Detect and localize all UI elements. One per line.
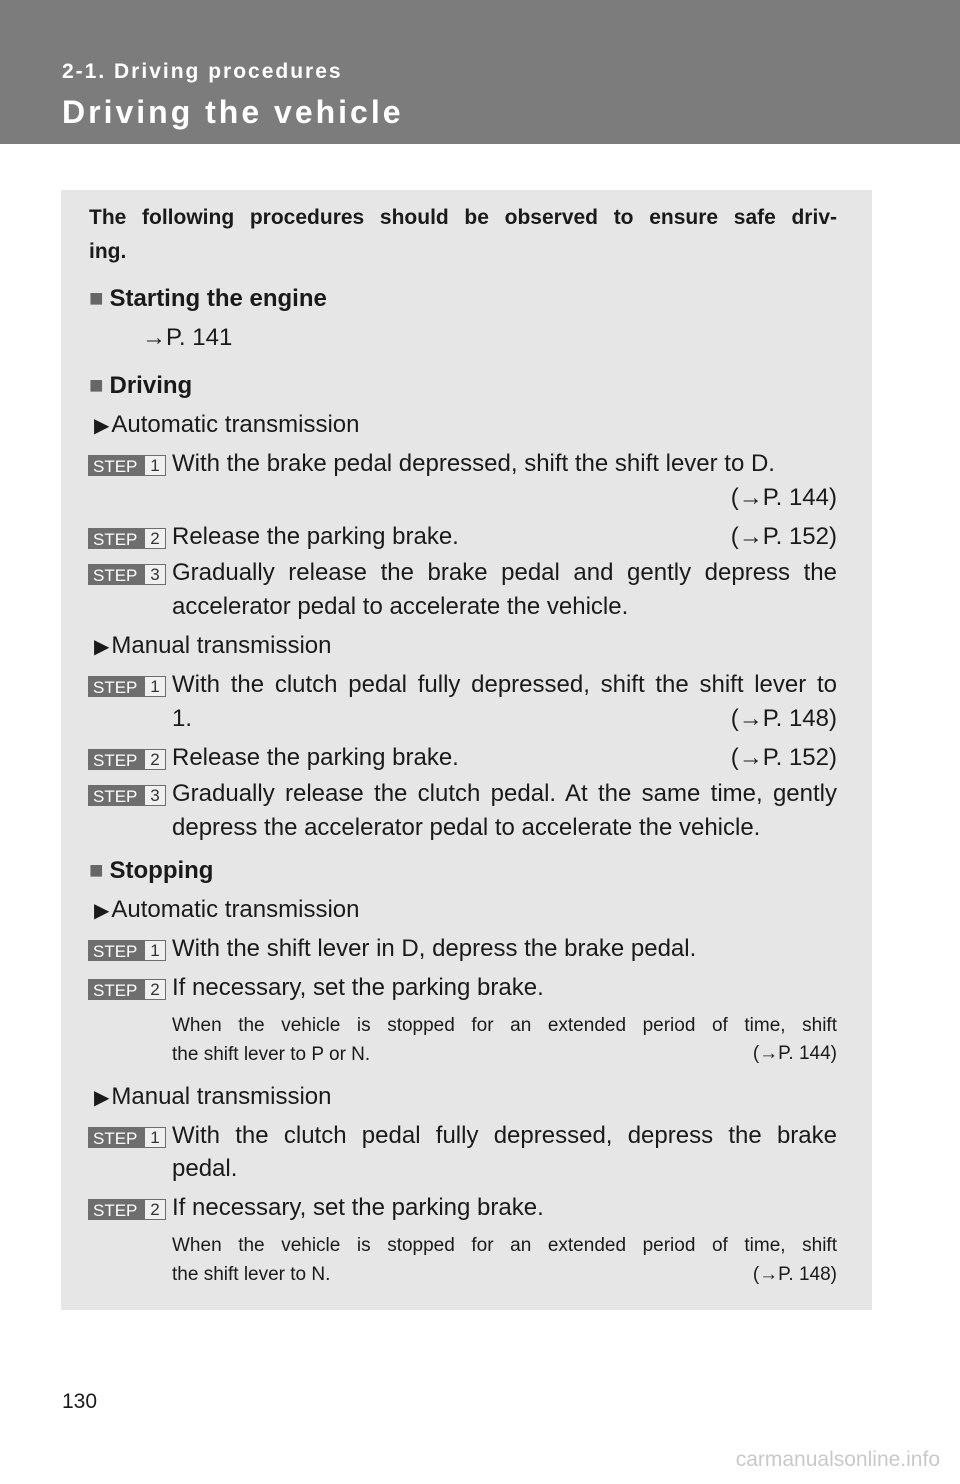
stopping-manual-note-ref: (→P. 148) [752,1264,837,1285]
stopping-manual-note-line-2: the shift lever to N. [172,1264,331,1285]
driving-manual-step-3-text-2: depress the accelerator pedal to accelerate the vehicle. [172,814,761,841]
driving-auto-step-1-ref: (→P. 144) [730,484,837,511]
chapter-header [0,0,960,144]
stopping-auto-step-1-text: With the shift lever in D, depress the brake pedal. [172,935,697,962]
driving-manual-step-2-text: Release the parking brake. [172,744,459,771]
stopping-auto-note-line-2: the shift lever to P or N. [172,1044,371,1065]
driving-auto-step-2-text: Release the parking brake. [172,523,459,550]
driving-manual-step-1-text-2: 1. [172,705,193,732]
intro-line-2: ing. [89,240,127,263]
driving-auto-step-1-text: With the brake pedal depressed, shift the shift lever to D. [172,450,775,477]
stopping-manual-label: ▶Manual transmission [94,1083,332,1110]
stopping-manual-note-line-1: When the vehicle is stopped for an extended period of time, shift [172,1235,837,1256]
section-label: 2-1. Driving procedures [62,60,343,83]
watermark: carmanualsonline.info [735,1448,940,1471]
page-number: 130 [62,1390,98,1413]
starting-ref: →P. 141 [142,324,233,351]
step-badge: STEP 1 [88,676,166,697]
square-bullet-icon: ■ [89,857,104,884]
square-bullet-icon: ■ [89,285,104,312]
stopping-auto-note-ref: (→P. 144) [752,1043,837,1064]
triangle-bullet-icon: ▶ [94,415,110,437]
step-badge: STEP 1 [88,940,166,961]
stopping-auto-step-2-text: If necessary, set the parking brake. [172,974,544,1001]
heading-driving: ■ Driving [89,372,193,399]
step-badge: STEP 2 [88,1199,166,1220]
intro-line-1: The following procedures should be observed to ensure safe driv- [89,206,837,229]
driving-manual-step-1-ref: (→P. 148) [730,705,837,732]
stopping-auto-note-line-1: When the vehicle is stopped for an extended period of time, shift [172,1015,837,1036]
step-badge: STEP 2 [88,979,166,1000]
triangle-bullet-icon: ▶ [94,636,110,658]
driving-auto-step-3-text-2: accelerator pedal to accelerate the vehicle. [172,593,629,620]
stopping-manual-step-1-text-2: pedal. [172,1155,238,1182]
step-badge: STEP 1 [88,1127,166,1148]
square-bullet-icon: ■ [89,372,104,399]
step-badge: STEP 2 [88,749,166,770]
driving-manual-step-1-text: With the clutch pedal fully depressed, shift the shift lever to [172,671,837,698]
driving-manual-step-2-ref: (→P. 152) [730,744,837,771]
driving-auto-step-3-text: Gradually release the brake pedal and gently depress the [172,559,837,586]
step-badge: STEP 3 [88,564,166,585]
step-badge: STEP 1 [88,455,166,476]
stopping-manual-step-1-text: With the clutch pedal fully depressed, depress the brake [172,1122,837,1149]
triangle-bullet-icon: ▶ [94,900,110,922]
stopping-auto-label: ▶Automatic transmission [94,896,360,923]
step-badge: STEP 3 [88,785,166,806]
driving-auto-step-2-ref: (→P. 152) [730,523,837,550]
driving-auto-label: ▶Automatic transmission [94,411,360,438]
step-badge: STEP 2 [88,528,166,549]
driving-manual-step-3-text: Gradually release the clutch pedal. At the same time, gently [172,780,837,807]
driving-manual-label: ▶Manual transmission [94,632,332,659]
stopping-manual-step-2-text: If necessary, set the parking brake. [172,1194,544,1221]
page-title: Driving the vehicle [62,94,404,130]
heading-stopping: ■ Stopping [89,857,214,884]
heading-starting-engine: ■ Starting the engine [89,285,327,312]
triangle-bullet-icon: ▶ [94,1087,110,1109]
